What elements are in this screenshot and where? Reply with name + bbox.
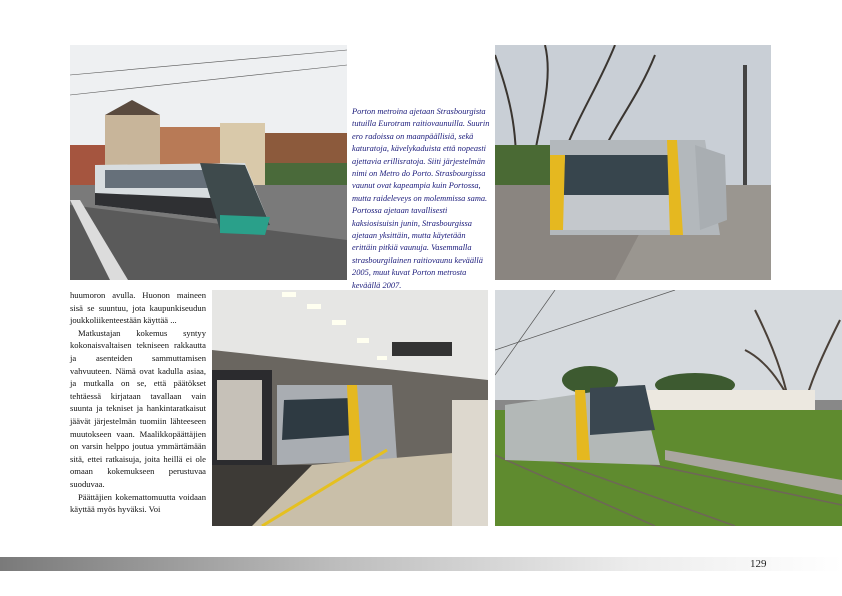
- body-text-column: [70, 289, 206, 516]
- footer-gradient-bar: [0, 557, 842, 571]
- body-paragraph: Matkustajan kokemus syntyy kokonaisvaltaisen tekniseen rakkautta ja asenteiden sammuttamisen vahvuuteen. Nämä ovat kadulla asiaa, ja mutkalla on se, että päätökset tehtäessä kirjataan tavallaan vain suunta ja tekniset ja hankintaratkaisut jäävät järjestelmän tuomiin lähteeseen muutokseen vaan. Maalikkopäättäjien on varsin helppo joutua ymmärtämään sitä, ettei ratkaisuja, joita heillä ei ole omaan kokemukseen perustuvaa suoduvaa.: [70, 327, 206, 489]
- photo-caption: Porton metroina ajetaan Strasbourgista tutuilla Eurotram raitiovaunuilla. Suurin ero radoissa on maanpäällisiä, sekä katuratoja, kävelykaduista että nopeasti ajettavia erillisratoja. Siiti järjestelmän nimi on Metro do Porto. Strasbourgissa vaunut ovat kapeampia kuin Portossa, mutta raideleveys on molemmissa sama. Portossa ajetaan tavallisesti kaksiosisuisin junin, Strasbourgissa ajetaan yksittäin, mutta käytetään erittäin pitkiä vaunuja. Vasemmalla strasbourgilainen raitiovaunu keväällä 2005, muut kuvat Porton metrosta keväällä 2007.: [352, 107, 490, 290]
- body-paragraph: Päättäjien kokemattomuutta voidaan käyttää myös hyväksi. Voi: [70, 491, 206, 515]
- porto-grass-track-tram-photo: [495, 290, 842, 526]
- porto-street-tram-photo: [495, 45, 771, 280]
- page-number: 129: [750, 558, 767, 570]
- strasbourg-tram-photo: [70, 45, 347, 280]
- porto-metro-station-photo: [212, 290, 488, 526]
- body-paragraph: huumoron avulla. Huonon maineen sisä se suuntuu, jota kaupunkiseudun joukkoliikenteestään käyttää ...: [70, 290, 206, 326]
